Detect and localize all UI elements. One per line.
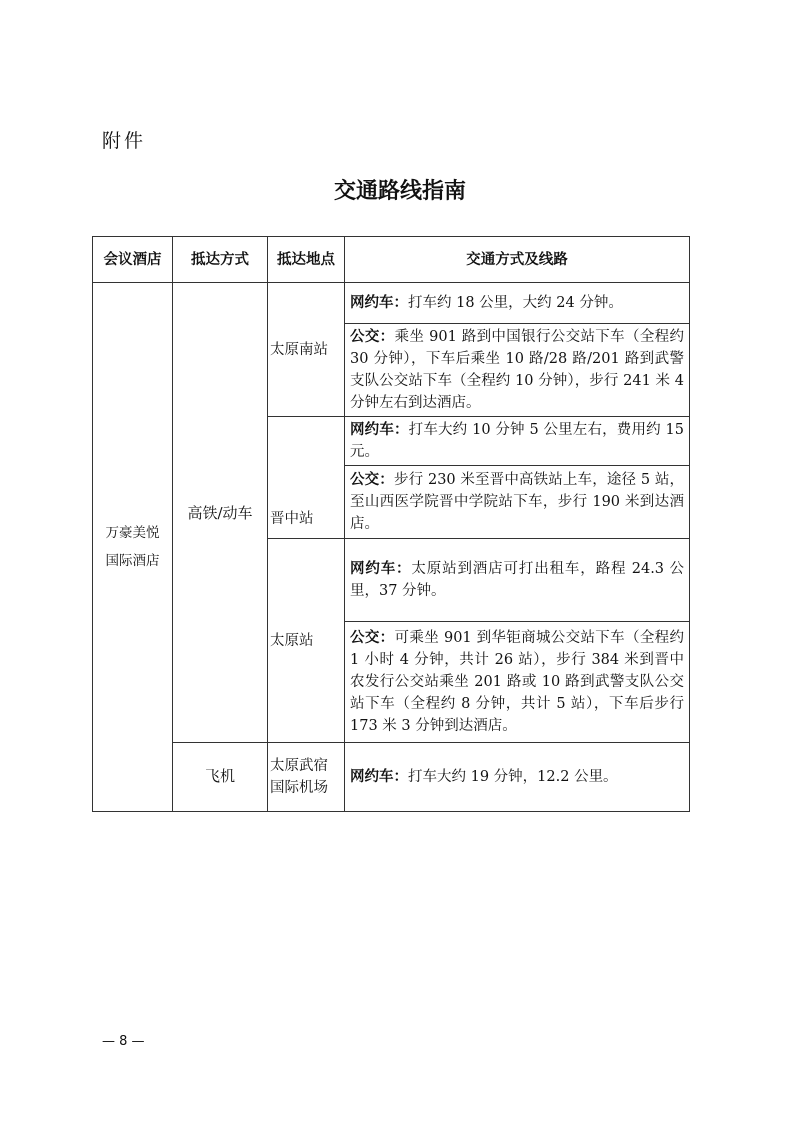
hotel-name-line2: 国际酒店 [105, 553, 160, 569]
page-number: — 8 — [102, 1034, 145, 1049]
header-arrival-mode: 抵达方式 [173, 237, 268, 283]
page-title: 交通路线指南 [333, 179, 466, 204]
place-taiyuan-south: 太原南站 [268, 283, 345, 417]
attachment-label: 附件 [102, 130, 147, 152]
route-text: 太原站到酒店可打出租车，路程 24.3 公里，37 分钟。 [350, 561, 684, 599]
header-route: 交通方式及线路 [345, 237, 690, 283]
place-airport-cell [268, 743, 345, 812]
place-airport-line1: 太原武宿 [270, 758, 328, 774]
place-jinzhong: 晋中站 [268, 417, 345, 539]
header-arrival-place: 抵达地点 [268, 237, 345, 283]
route-cell [345, 539, 690, 622]
table-row [93, 283, 690, 324]
route-text: 可乘坐 901 到华钜商城公交站下车（全程约 1 小时 4 分钟，共计 26 站），步行 384 米到晋中农发行公交站乘坐 201 路或 10 路到武警支队公交站下车（全程约 8 分钟，共计 5 站），下车后步行 173 米 3 分钟到达酒店。 [350, 630, 684, 734]
route-text: 乘坐 901 路到中国银行公交站下车（全程约 30 分钟），下车后乘坐 10 路/28 路/201 路到武警支队公交站下车（全程约 10 分钟），步行 241 米 4 分钟左右到达酒店。 [350, 329, 684, 411]
route-label: 公交： [350, 472, 394, 488]
route-cell [345, 283, 690, 324]
place-airport-line2: 国际机场 [270, 780, 328, 796]
route-text: 打车约 18 公里，大约 24 分钟。 [408, 295, 623, 311]
route-label: 网约车： [350, 769, 408, 785]
route-cell [345, 743, 690, 812]
table-row [93, 743, 690, 812]
route-text: 打车大约 10 分钟 5 公里左右，费用约 15 元。 [350, 422, 685, 460]
route-label: 公交： [350, 630, 395, 646]
route-label: 公交： [350, 329, 395, 345]
place-taiyuan: 太原站 [268, 539, 345, 743]
route-cell [345, 622, 690, 743]
route-cell [345, 417, 690, 466]
route-text: 步行 230 米至晋中高铁站上车，途径 5 站，至山西医学院晋中学院站下车，步行 190 米到达酒店。 [350, 472, 684, 532]
route-text: 打车大约 19 分钟，12.2 公里。 [408, 769, 618, 785]
hotel-cell [93, 283, 173, 812]
route-label: 网约车： [350, 422, 409, 438]
mode-rail-cell: 高铁/动车 [173, 283, 268, 743]
mode-plane-cell: 飞机 [173, 743, 268, 812]
hotel-name-line1: 万豪美悦 [105, 525, 160, 541]
route-cell [345, 466, 690, 539]
traffic-guide-table [92, 236, 690, 812]
route-label: 网约车： [350, 561, 412, 577]
table-header-row [93, 237, 690, 283]
header-hotel: 会议酒店 [93, 237, 173, 283]
route-cell [345, 324, 690, 417]
route-label: 网约车： [350, 295, 408, 311]
